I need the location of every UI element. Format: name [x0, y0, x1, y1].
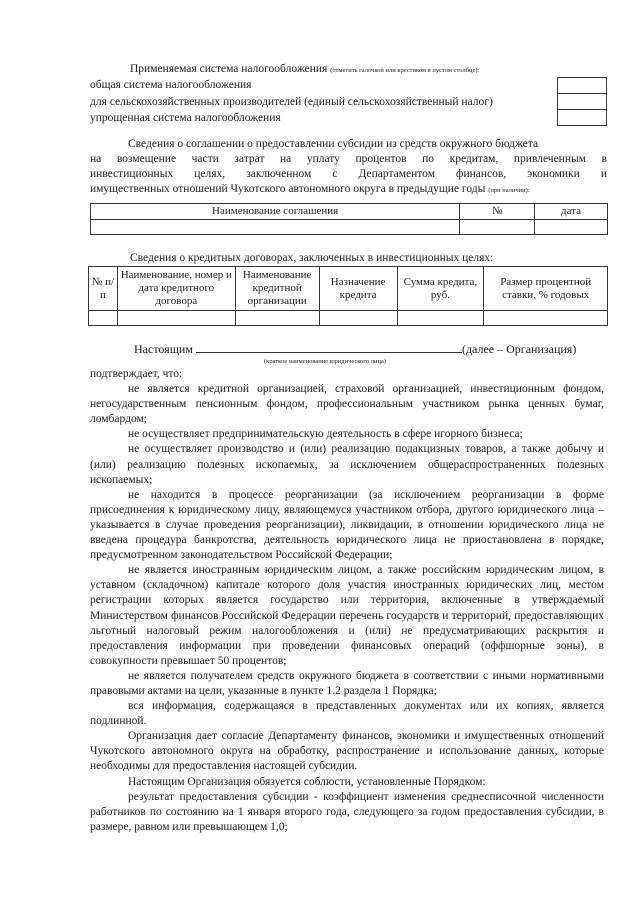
credits-cell-index[interactable]	[89, 311, 118, 326]
declaration-item: вся информация, содержащаяся в представленных документах или их копиях, является подлинной.	[90, 700, 604, 728]
credits-cell-contract[interactable]	[117, 311, 235, 326]
organization-name-caption: (краткое наименование юридического лица)	[264, 358, 386, 365]
declaration-result: результат предоставления субсидии - коэффициент изменения среднесписочной численности работников по состоянию на 1 января второго года, следующего за годом предоставления субсидии, в размере, равном или превышающем 1,0;	[90, 790, 604, 833]
declaration-tail: (далее – Организация)	[461, 342, 577, 356]
declaration-item: не является получателем средств окружного бюджета в соответствии с иными нормативными правовыми актами на цели, указанные в пункте 1.2 раздела 1 Порядка;	[90, 669, 604, 697]
declaration-obligation: Настоящим Организация обязуется соблюсти, установленные Порядком:	[128, 775, 486, 788]
agreements-intro	[90, 137, 607, 198]
tax-option-general: общая система налогообложения	[90, 79, 252, 91]
agreements-intro-line: инвестиционных целях, заключенном с Департаментом финансов, экономики и	[90, 168, 607, 180]
credits-header-bank: Наименование кредитной организации	[235, 267, 319, 311]
tax-system-title: Применяемая система налогообложения	[130, 63, 328, 75]
agreements-header-date: дата	[535, 204, 608, 220]
agreements-cell-name[interactable]	[91, 220, 460, 235]
tax-system-heading	[130, 62, 479, 78]
credits-header-contract: Наименование, номер и дата кредитного договора	[117, 267, 235, 311]
agreements-intro-line: имущественных отношений Чукотского автономного округа в предыдущие годы	[90, 183, 486, 195]
tax-checkbox-general[interactable]	[557, 77, 607, 94]
declaration-body	[90, 367, 604, 835]
agreements-intro-line: на возмещение части затрат на уплату процентов по кредитам, привлеченным в	[90, 153, 607, 165]
agreements-intro-last	[90, 182, 607, 198]
tax-option-agricultural: для сельскохозяйственных производителей (единый сельскохозяйственный налог)	[90, 96, 493, 108]
tax-checkbox-simplified[interactable]	[557, 109, 607, 126]
credits-cell-amount[interactable]	[397, 311, 484, 326]
declaration-item: не является кредитной организацией, страховой организацией, инвестиционным фондом, негосударственным пенсионным фондом, профессиональным участником рынка ценных бумаг, ломбардом;	[90, 383, 604, 426]
agreements-table	[90, 203, 608, 235]
table-header-row	[89, 267, 608, 311]
credits-cell-rate[interactable]	[484, 311, 608, 326]
organization-name-field[interactable]	[196, 341, 462, 353]
agreements-header-number: №	[460, 204, 535, 220]
tax-checkbox-agricultural[interactable]	[557, 93, 607, 110]
declaration-item: не осуществляет производство и (или) реализацию подакцизных товаров, а также добычу и (или) реализацию полезных ископаемых, за исключением общераспространенных полезных ископаемых;	[90, 443, 604, 486]
declaration-consent: Организация дает согласие Департаменту финансов, экономики и имущественных отношений Чукотского автономного округа на обработку, распространение и использование данных, которые необходимы для предоставления настоящей субсидии.	[90, 730, 604, 773]
credits-title: Сведения о кредитных договорах, заключенных в инвестиционных целях:	[130, 252, 494, 264]
declaration-confirms: подтверждает, что:	[90, 368, 183, 380]
declaration-lead: Настоящим	[134, 342, 193, 356]
declaration-item: не осуществляет предпринимательскую деятельность в сфере игорного бизнеса;	[128, 428, 523, 441]
credits-header-index: № п/п	[89, 267, 118, 311]
tax-option-simplified: упрощенная система налогообложения	[90, 112, 281, 124]
table-header-row	[91, 204, 608, 220]
declaration-line	[134, 341, 576, 356]
agreements-note: (при наличии):	[488, 187, 530, 194]
credits-header-rate: Размер процентной ставки, % годовых	[484, 267, 608, 311]
credits-table	[88, 266, 608, 326]
declaration-item: не находится в процессе реорганизации (за исключением реорганизации в форме присоединения к юридическому лицу, являющемуся участником отбора, другого юридического лица – указывается в случае проведения реорганизации), ликвидации, в отношении юридического лица не введена процедура банкротства, деятельность юридического лица не приостановлена в порядке, предусмотренном законодательством Российской Федерации;	[90, 488, 604, 562]
declaration-item: не является иностранным юридическим лицом, а также российским юридическим лицом, в уставном (складочном) капитале которого доля участия иностранных юридических лиц, местом регистрации которых является государство или территория, включенные в утверждаемый Министерством финансов Российской Федерации перечень государств и территорий, предоставляющих льготный налоговый режим налогообложения и (или) не предусматривающих раскрытия и предоставления информации при проведении финансовых операций (оффшорные зоны), в совокупности превышает 50 процентов;	[90, 564, 604, 667]
agreements-intro-line: Сведения о соглашении о предоставлении субсидии из средств окружного бюджета	[128, 138, 539, 150]
credits-header-amount: Сумма кредита, руб.	[397, 267, 484, 311]
credits-header-purpose: Назначение кредита	[319, 267, 397, 311]
credits-cell-purpose[interactable]	[319, 311, 397, 326]
credits-cell-bank[interactable]	[235, 311, 319, 326]
agreements-header-name: Наименование соглашения	[91, 204, 460, 220]
tax-system-note: (отметить галочкой или крестиком в пустом столбце):	[330, 67, 480, 74]
table-row	[89, 311, 608, 326]
agreements-cell-number[interactable]	[460, 220, 535, 235]
agreements-cell-date[interactable]	[535, 220, 608, 235]
table-row	[91, 220, 608, 235]
